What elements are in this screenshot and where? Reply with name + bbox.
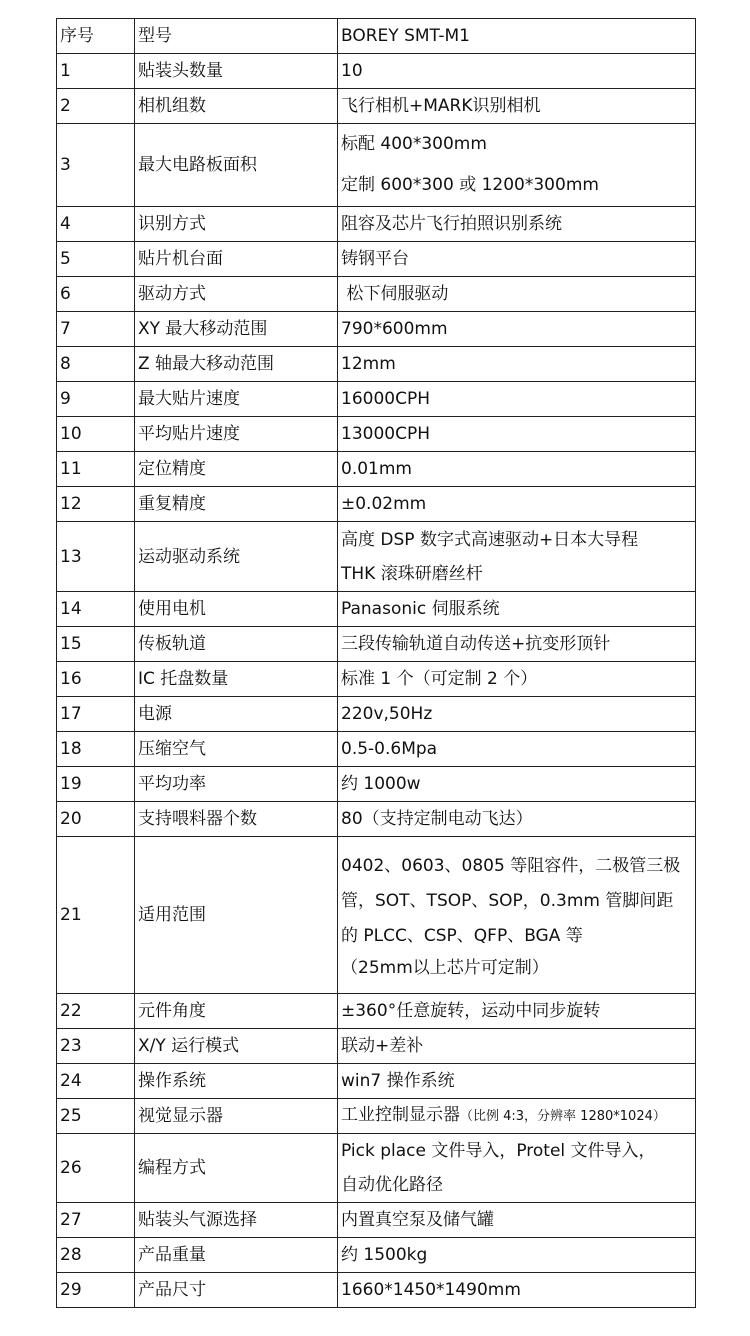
table-row <box>57 312 696 347</box>
table-row <box>57 627 696 662</box>
row-value: 三段传输轨道自动传送+抗变形顶针 <box>338 627 696 662</box>
row-no: 16 <box>57 662 135 697</box>
row-param: 贴装头数量 <box>135 54 338 89</box>
row-param: 编程方式 <box>135 1134 338 1203</box>
row-value: 铸钢平台 <box>338 242 696 277</box>
row-value: 16000CPH <box>338 382 696 417</box>
row-param: 运动驱动系统 <box>135 522 338 592</box>
table-row <box>57 732 696 767</box>
table-header-row <box>57 19 696 54</box>
row-param: 平均贴片速度 <box>135 417 338 452</box>
row-no: 23 <box>57 1029 135 1064</box>
spec-table <box>56 18 696 1308</box>
row-value: ±360°任意旋转，运动中同步旋转 <box>338 994 696 1029</box>
row-no: 9 <box>57 382 135 417</box>
row-no: 25 <box>57 1099 135 1134</box>
row-param: 元件角度 <box>135 994 338 1029</box>
table-row <box>57 1238 696 1273</box>
value-line: 管，SOT、TSOP、SOP，0.3mm 管脚间距 <box>341 890 674 911</box>
row-value: 0.5-0.6Mpa <box>338 732 696 767</box>
row-value: 标准 1 个（可定制 2 个） <box>338 662 696 697</box>
row-param: 电源 <box>135 697 338 732</box>
row-no: 4 <box>57 207 135 242</box>
row-value: 0.01mm <box>338 452 696 487</box>
row-no: 19 <box>57 767 135 802</box>
row-value: 12mm <box>338 347 696 382</box>
row-value: 约 1000w <box>338 767 696 802</box>
table-row <box>57 242 696 277</box>
row-value <box>338 522 696 592</box>
row-param: 平均功率 <box>135 767 338 802</box>
row-value: 10 <box>338 54 696 89</box>
header-param: 型号 <box>135 19 338 54</box>
row-param: 支持喂料器个数 <box>135 802 338 837</box>
value-line: Pick place 文件导入，Protel 文件导入， <box>341 1141 656 1161</box>
row-no: 17 <box>57 697 135 732</box>
row-param: 识别方式 <box>135 207 338 242</box>
row-value: 松下伺服驱动 <box>338 277 696 312</box>
table-row <box>57 417 696 452</box>
table-row <box>57 207 696 242</box>
value-line: 的 PLCC、CSP、QFP、BGA 等 <box>341 925 583 946</box>
row-value: 飞行相机+MARK识别相机 <box>338 89 696 124</box>
row-param: 产品尺寸 <box>135 1273 338 1308</box>
table-row <box>57 592 696 627</box>
table-row <box>57 662 696 697</box>
row-no: 3 <box>57 124 135 207</box>
row-param: 最大电路板面积 <box>135 124 338 207</box>
row-param: 贴片机台面 <box>135 242 338 277</box>
table-row <box>57 124 696 207</box>
row-value: 13000CPH <box>338 417 696 452</box>
row-param: 传板轨道 <box>135 627 338 662</box>
row-no: 10 <box>57 417 135 452</box>
row-value: win7 操作系统 <box>338 1064 696 1099</box>
row-no: 1 <box>57 54 135 89</box>
row-param: 压缩空气 <box>135 732 338 767</box>
row-value: 1660*1450*1490mm <box>338 1273 696 1308</box>
value-line: THK 滚珠研磨丝杆 <box>341 563 483 584</box>
value-line: 高度 DSP 数字式高速驱动+日本大导程 <box>341 529 639 550</box>
row-param: 产品重量 <box>135 1238 338 1273</box>
row-param: IC 托盘数量 <box>135 662 338 697</box>
row-no: 5 <box>57 242 135 277</box>
row-param: 使用电机 <box>135 592 338 627</box>
row-no: 11 <box>57 452 135 487</box>
table-row <box>57 54 696 89</box>
row-param: 贴装头气源选择 <box>135 1203 338 1238</box>
table-row <box>57 697 696 732</box>
table-row <box>57 277 696 312</box>
row-value <box>338 1134 696 1203</box>
row-param: Z 轴最大移动范围 <box>135 347 338 382</box>
row-value: 80（支持定制电动飞达） <box>338 802 696 837</box>
row-param: 定位精度 <box>135 452 338 487</box>
value-text: 工业控制显示器 <box>341 1105 460 1125</box>
row-no: 22 <box>57 994 135 1029</box>
row-value: 联动+差补 <box>338 1029 696 1064</box>
row-value: 790*600mm <box>338 312 696 347</box>
table-row <box>57 89 696 124</box>
table-row <box>57 1099 696 1134</box>
table-row <box>57 522 696 592</box>
row-value: 220v,50Hz <box>338 697 696 732</box>
row-param: 视觉显示器 <box>135 1099 338 1134</box>
row-no: 14 <box>57 592 135 627</box>
table-row <box>57 1273 696 1308</box>
row-no: 13 <box>57 522 135 592</box>
row-param: 重复精度 <box>135 487 338 522</box>
row-no: 6 <box>57 277 135 312</box>
row-value: Panasonic 伺服系统 <box>338 592 696 627</box>
row-no: 29 <box>57 1273 135 1308</box>
row-value <box>338 124 696 207</box>
value-line: （25mm以上芯片可定制） <box>341 957 549 978</box>
table-row <box>57 837 696 994</box>
row-no: 7 <box>57 312 135 347</box>
row-no: 18 <box>57 732 135 767</box>
value-line: 自动优化路径 <box>341 1175 443 1195</box>
row-no: 21 <box>57 837 135 994</box>
row-param: X/Y 运行模式 <box>135 1029 338 1064</box>
row-value <box>338 837 696 994</box>
table-row <box>57 1134 696 1203</box>
value-line: 0402、0603、0805 等阻容件，二极管三极 <box>341 855 681 876</box>
table-row <box>57 1064 696 1099</box>
table-row <box>57 487 696 522</box>
row-no: 8 <box>57 347 135 382</box>
row-value: 阻容及芯片飞行拍照识别系统 <box>338 207 696 242</box>
row-param: 操作系统 <box>135 1064 338 1099</box>
row-no: 20 <box>57 802 135 837</box>
value-note: （比例 4:3，分辨率 1280*1024） <box>460 1109 666 1124</box>
table-row <box>57 452 696 487</box>
table-row <box>57 767 696 802</box>
row-param: 相机组数 <box>135 89 338 124</box>
row-value: ±0.02mm <box>338 487 696 522</box>
row-no: 15 <box>57 627 135 662</box>
value-line: 标配 400*300mm <box>341 134 487 154</box>
table-row <box>57 994 696 1029</box>
row-no: 26 <box>57 1134 135 1203</box>
row-value <box>338 1099 696 1134</box>
row-no: 2 <box>57 89 135 124</box>
header-no: 序号 <box>57 19 135 54</box>
row-param: 驱动方式 <box>135 277 338 312</box>
table-row <box>57 1029 696 1064</box>
row-no: 12 <box>57 487 135 522</box>
row-no: 28 <box>57 1238 135 1273</box>
row-no: 24 <box>57 1064 135 1099</box>
row-value: 内置真空泵及储气罐 <box>338 1203 696 1238</box>
row-param: 适用范围 <box>135 837 338 994</box>
row-no: 27 <box>57 1203 135 1238</box>
table-row <box>57 1203 696 1238</box>
value-line: 定制 600*300 或 1200*300mm <box>341 175 599 195</box>
row-param: XY 最大移动范围 <box>135 312 338 347</box>
table-row <box>57 347 696 382</box>
header-value: BOREY SMT-M1 <box>338 19 696 54</box>
row-value: 约 1500kg <box>338 1238 696 1273</box>
table-row <box>57 382 696 417</box>
row-param: 最大贴片速度 <box>135 382 338 417</box>
table-row <box>57 802 696 837</box>
